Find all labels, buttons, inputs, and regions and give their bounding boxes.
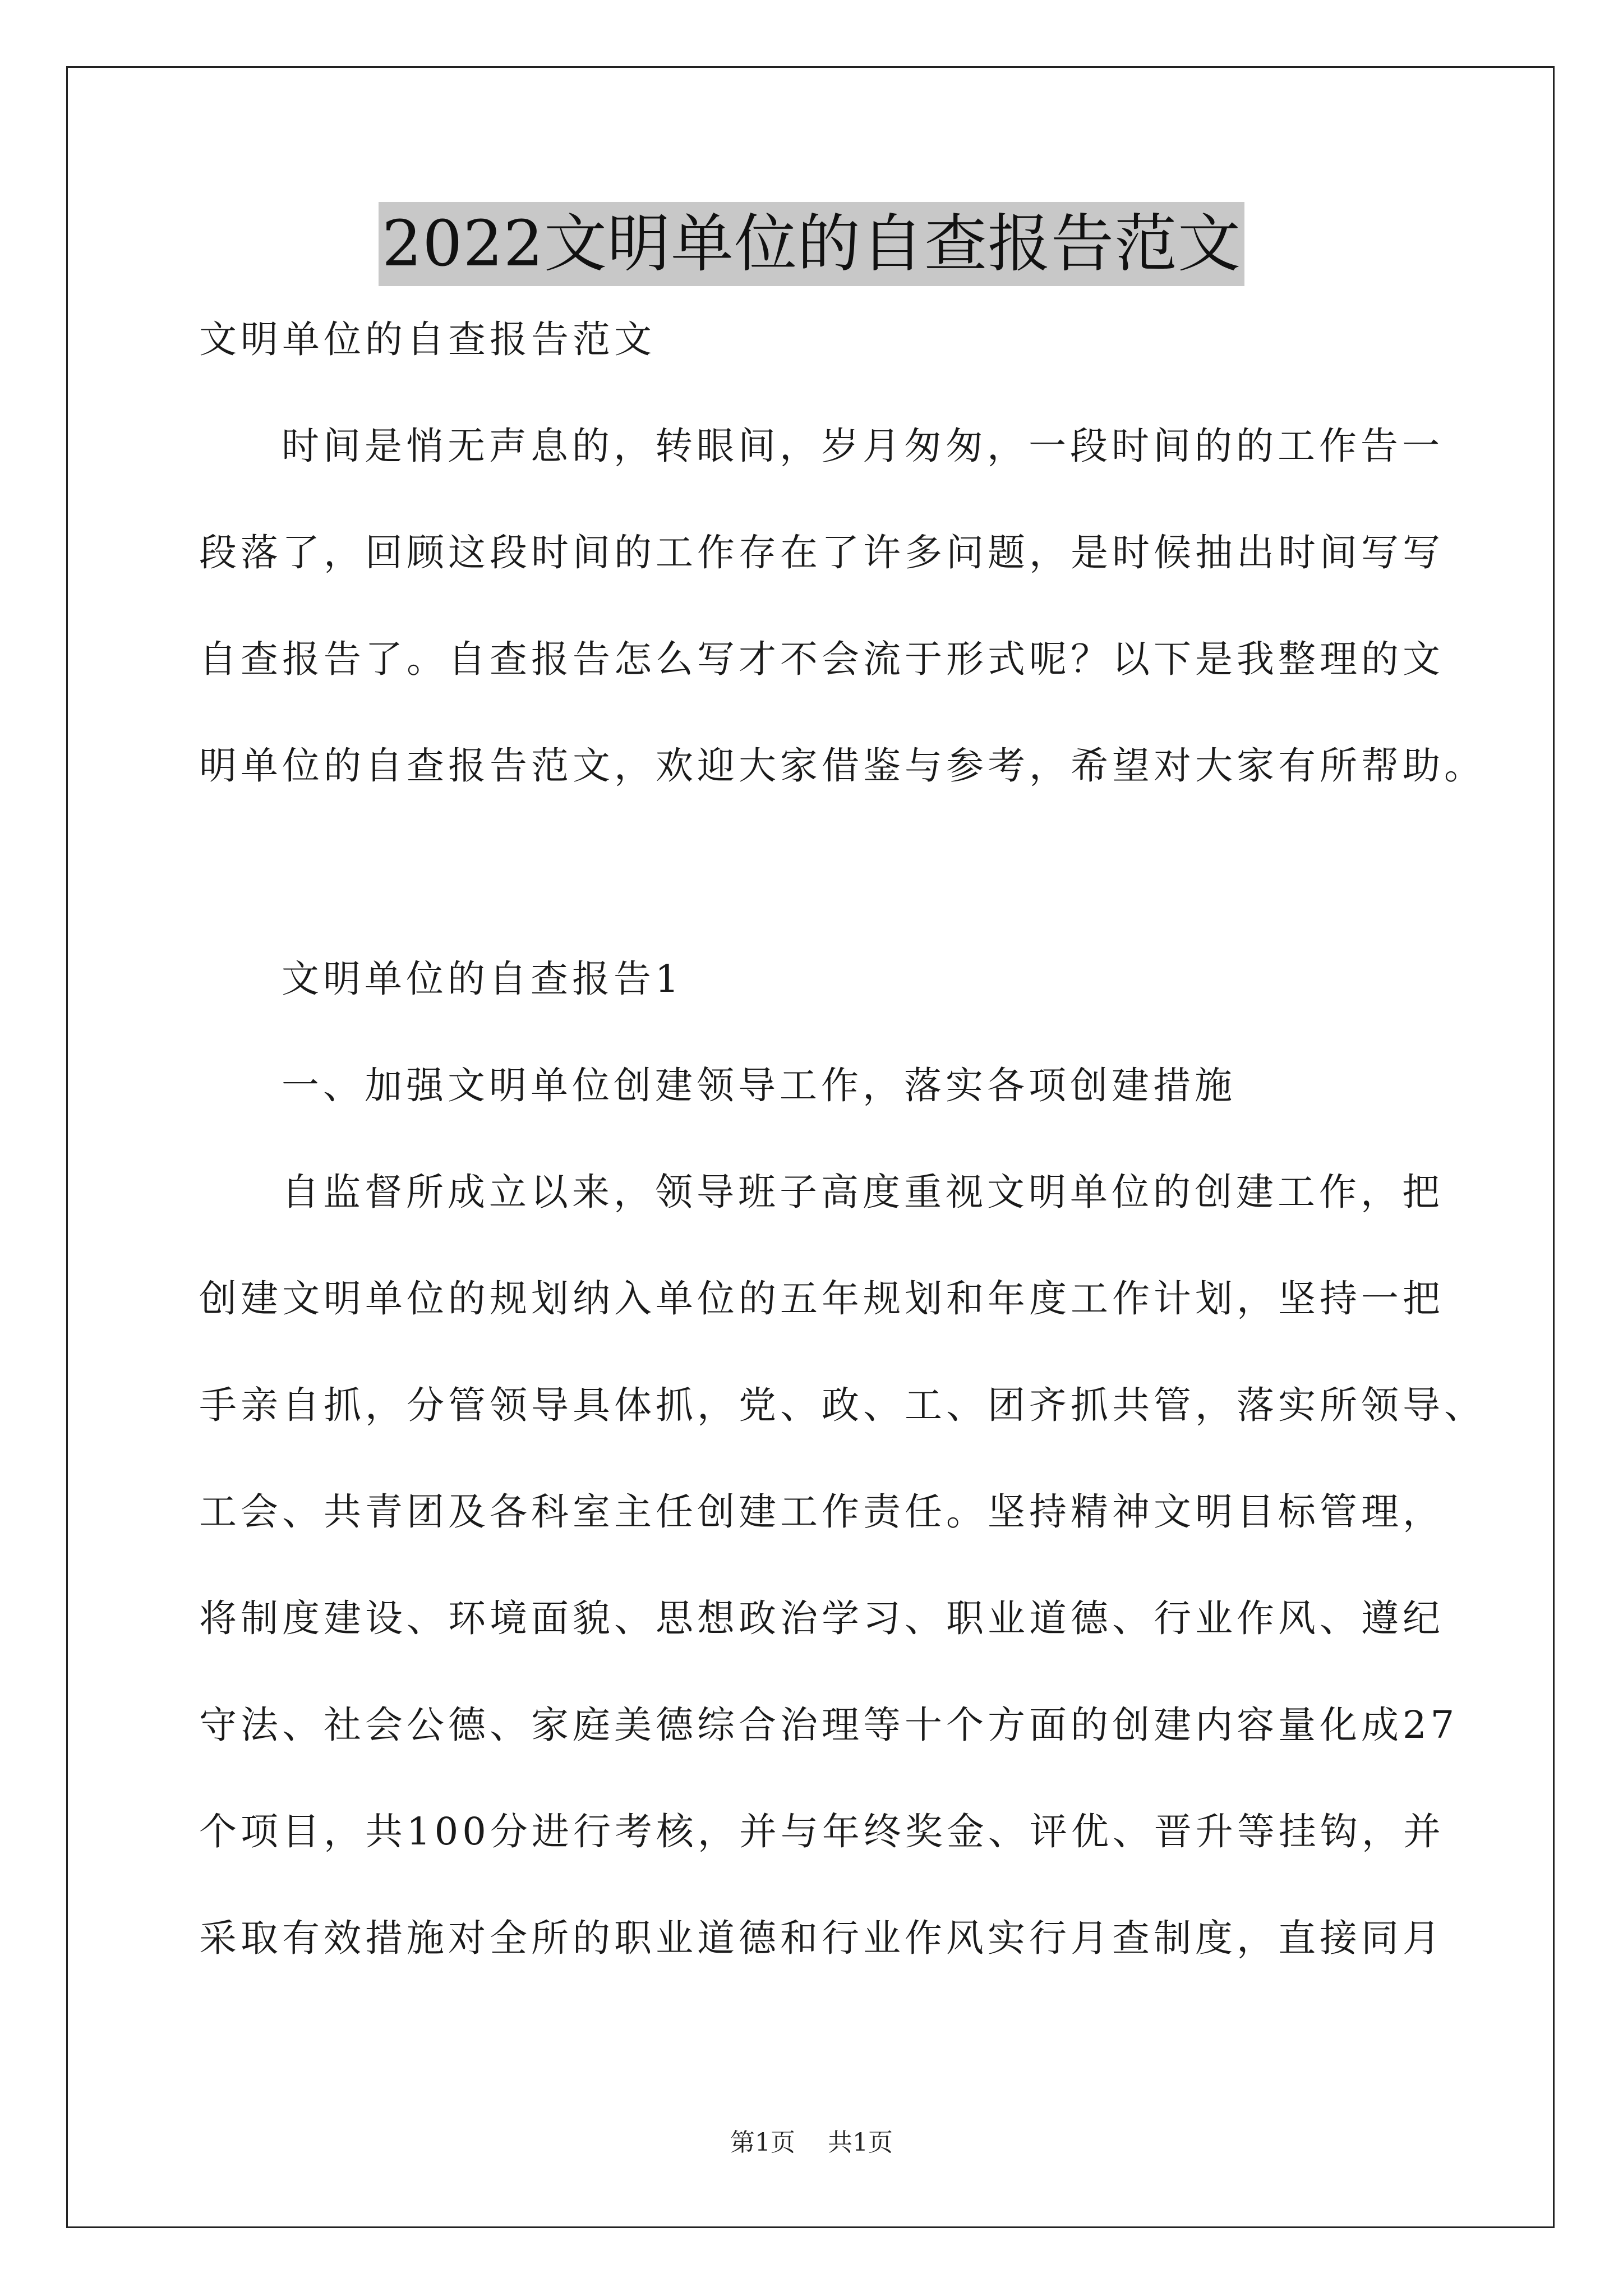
- subsection-heading: 一、加强文明单位创建领导工作，落实各项创建措施: [282, 1064, 1236, 1107]
- body-line-3: 手亲自抓，分管领导具体抓，党、政、工、团齐抓共管，落实所领导、: [199, 1383, 1486, 1427]
- body-line-7: 个项目，共100分进行考核，并与年终奖金、评优、晋升等挂钩，并: [199, 1810, 1445, 1853]
- body-line-6: 守法、社会公德、家庭美德综合治理等十个方面的创建内容量化成27: [199, 1703, 1459, 1747]
- document-title: 2022文明单位的自查报告范文: [379, 202, 1244, 286]
- page-total: 共1页: [828, 2128, 893, 2157]
- title-container: [0, 202, 1623, 286]
- intro-line-4: 明单位的自查报告范文，欢迎大家借鉴与参考，希望对大家有所帮助。: [199, 744, 1486, 788]
- body-line-5: 将制度建设、环境面貌、思想政治学习、职业道德、行业作风、遵纪: [199, 1596, 1444, 1640]
- page-number: 第1页: [730, 2128, 795, 2157]
- document-subtitle: 文明单位的自查报告范文: [199, 318, 656, 361]
- body-line-2: 创建文明单位的规划纳入单位的五年规划和年度工作计划，坚持一把: [199, 1277, 1444, 1320]
- intro-line-2: 段落了，回顾这段时间的工作存在了许多问题，是时候抽出时间写写: [199, 531, 1444, 574]
- intro-line-1: 时间是悄无声息的，转眼间，岁月匆匆，一段时间的的工作告一: [282, 424, 1444, 468]
- intro-line-3: 自查报告了。自查报告怎么写才不会流于形式呢？以下是我整理的文: [199, 637, 1444, 681]
- body-line-4: 工会、共青团及各科室主任创建工作责任。坚持精神文明目标管理，: [199, 1490, 1444, 1534]
- body-line-8: 采取有效措施对全所的职业道德和行业作风实行月查制度，直接同月: [199, 1916, 1444, 1960]
- page-border: [66, 66, 1555, 2228]
- page-footer: [0, 2126, 1623, 2160]
- section-heading: 文明单位的自查报告1: [282, 957, 683, 1001]
- body-line-1: 自监督所成立以来，领导班子高度重视文明单位的创建工作，把: [282, 1170, 1444, 1214]
